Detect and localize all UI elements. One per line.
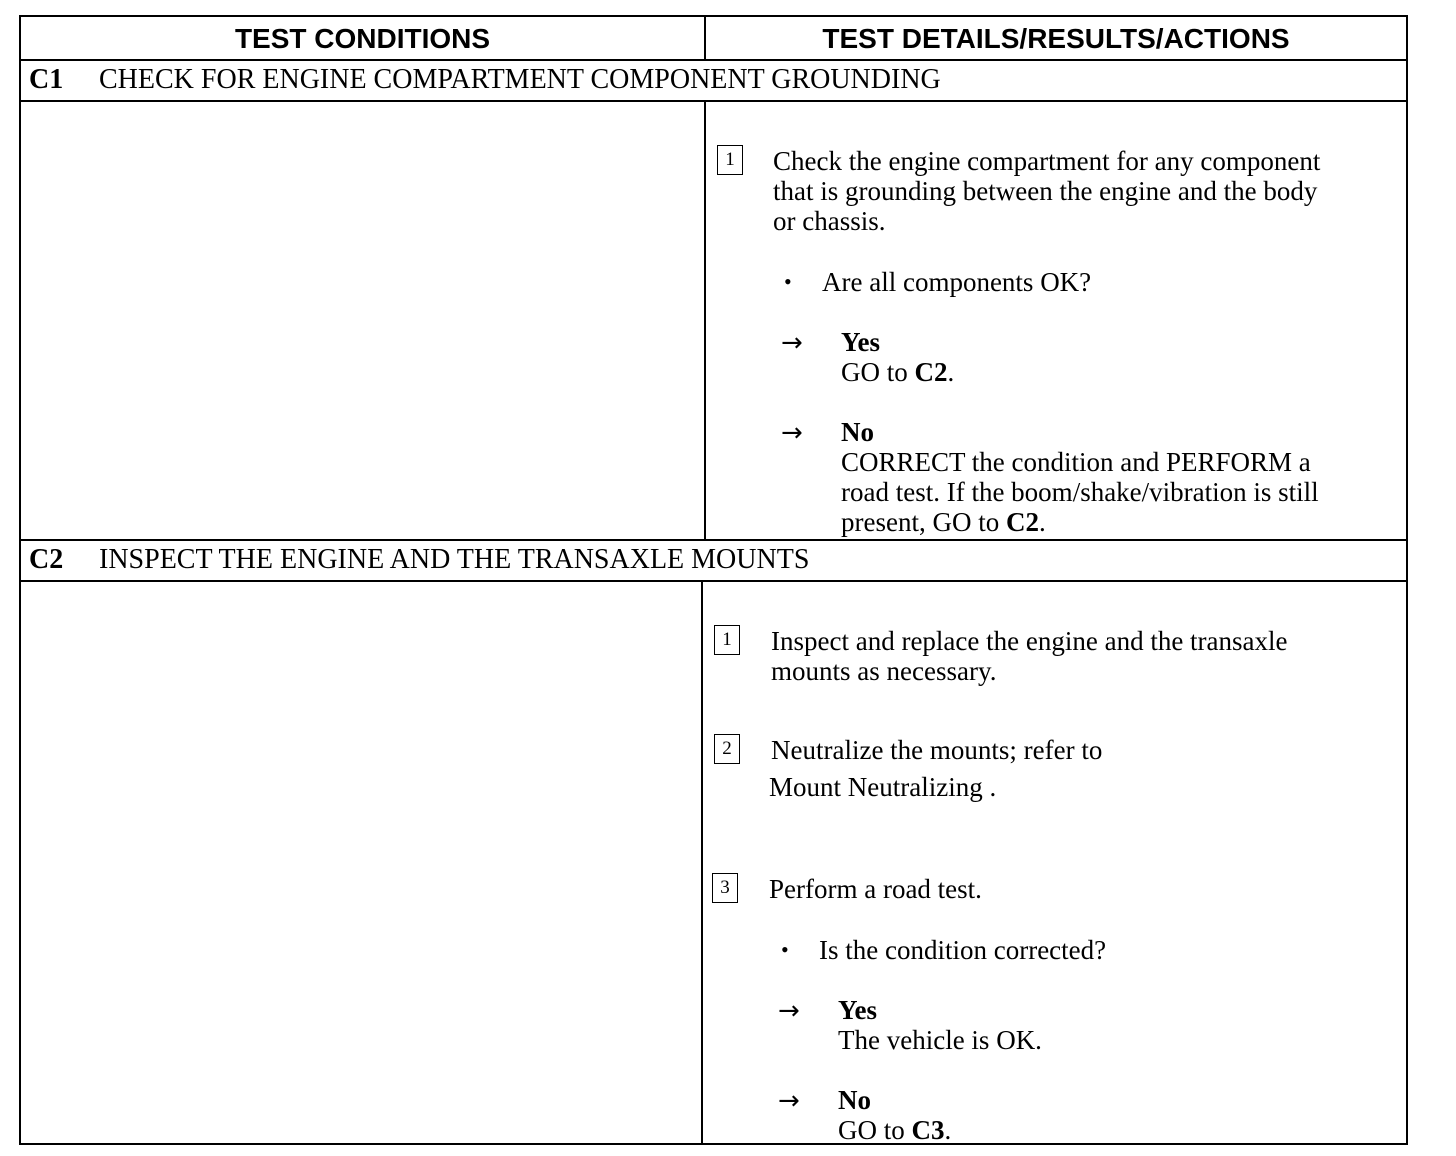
c1-no-arrow-icon: → (781, 418, 803, 448)
c1-section-title (29, 64, 941, 96)
c2-yes-arrow-icon: → (778, 996, 800, 1026)
c2-step1-line: mounts as necessary. (771, 656, 997, 686)
c1-yes-action (841, 357, 954, 387)
c2-step2-number-box: 2 (714, 734, 740, 764)
c2-step3-number-box: 3 (712, 873, 738, 903)
c2-question-bullet: • (781, 937, 789, 962)
c2-yes-text: The vehicle is OK. (838, 1025, 1042, 1055)
diagnostic-table (19, 15, 1408, 1145)
c2-title-divider (21, 580, 1406, 582)
c1-no-line: road test. If the boom/shake/vibration is still (841, 477, 1319, 507)
c1-step1-text (773, 146, 1320, 236)
c2-section-title (29, 544, 809, 576)
c1-title-text: CHECK FOR ENGINE COMPARTMENT COMPONENT GROUNDING (99, 64, 941, 95)
c2-title-text: INSPECT THE ENGINE AND THE TRANSAXLE MOUNTS (99, 544, 810, 575)
c2-no-text: GO to (838, 1115, 912, 1145)
c2-step-id: C2 (29, 544, 64, 575)
c2-no-label: No (838, 1085, 871, 1115)
c1-no-result (841, 417, 1319, 537)
c2-step2-line1: Neutralize the mounts; refer to (771, 735, 1103, 765)
mount-neutralizing-link[interactable]: Mount Neutralizing (769, 772, 983, 802)
c2-yes-label: Yes (838, 995, 877, 1025)
header-test-conditions: TEST CONDITIONS (234, 23, 491, 54)
header-test-details: TEST DETAILS/RESULTS/ACTIONS (822, 23, 1290, 54)
c2-yes-result (838, 995, 1042, 1055)
c1-no-ref: C2 (1005, 507, 1039, 537)
c1-no-last-line (841, 507, 1319, 537)
c1-no-last-text: present, GO to (841, 507, 1006, 537)
c2-step1-line: Inspect and replace the engine and the transaxle (771, 626, 1288, 656)
c1-column-divider (704, 101, 706, 540)
c2-step1-text (771, 626, 1288, 686)
c2-no-end: . (944, 1115, 952, 1145)
c1-yes-result (841, 327, 954, 387)
c1-yes-label: Yes (841, 327, 880, 357)
c1-step1-line: that is grounding between the engine and the body (773, 176, 1318, 206)
c1-yes-arrow-icon: → (781, 328, 803, 358)
c1-step1-number-box: 1 (717, 145, 743, 175)
c2-question: Is the condition corrected? (819, 935, 1107, 965)
c2-no-action (838, 1115, 951, 1145)
c1-step-id: C1 (29, 64, 64, 95)
c1-title-divider (21, 100, 1406, 102)
c1-yes-end: . (947, 357, 955, 387)
c2-step1-number-box: 1 (714, 625, 740, 655)
c2-step2-end: . (982, 772, 997, 802)
c2-column-divider (701, 581, 703, 1145)
c2-no-arrow-icon: → (778, 1086, 800, 1116)
c1-no-end: . (1038, 507, 1046, 537)
c1-step1-line: or chassis. (773, 206, 886, 236)
c1-step1-line: Check the engine compartment for any component (773, 146, 1321, 176)
c2-step2-line2 (769, 772, 996, 802)
c2-top-divider (21, 539, 1406, 541)
c1-question: Are all components OK? (822, 267, 1092, 297)
c1-yes-ref: C2 (914, 357, 948, 387)
c2-no-result (838, 1085, 951, 1145)
c1-no-label: No (841, 417, 874, 447)
c2-step3-text: Perform a road test. (769, 874, 982, 904)
c1-question-bullet: • (784, 269, 792, 294)
c1-yes-text: GO to (841, 357, 915, 387)
c2-no-ref: C3 (911, 1115, 945, 1145)
c1-no-line: CORRECT the condition and PERFORM a (841, 447, 1311, 477)
